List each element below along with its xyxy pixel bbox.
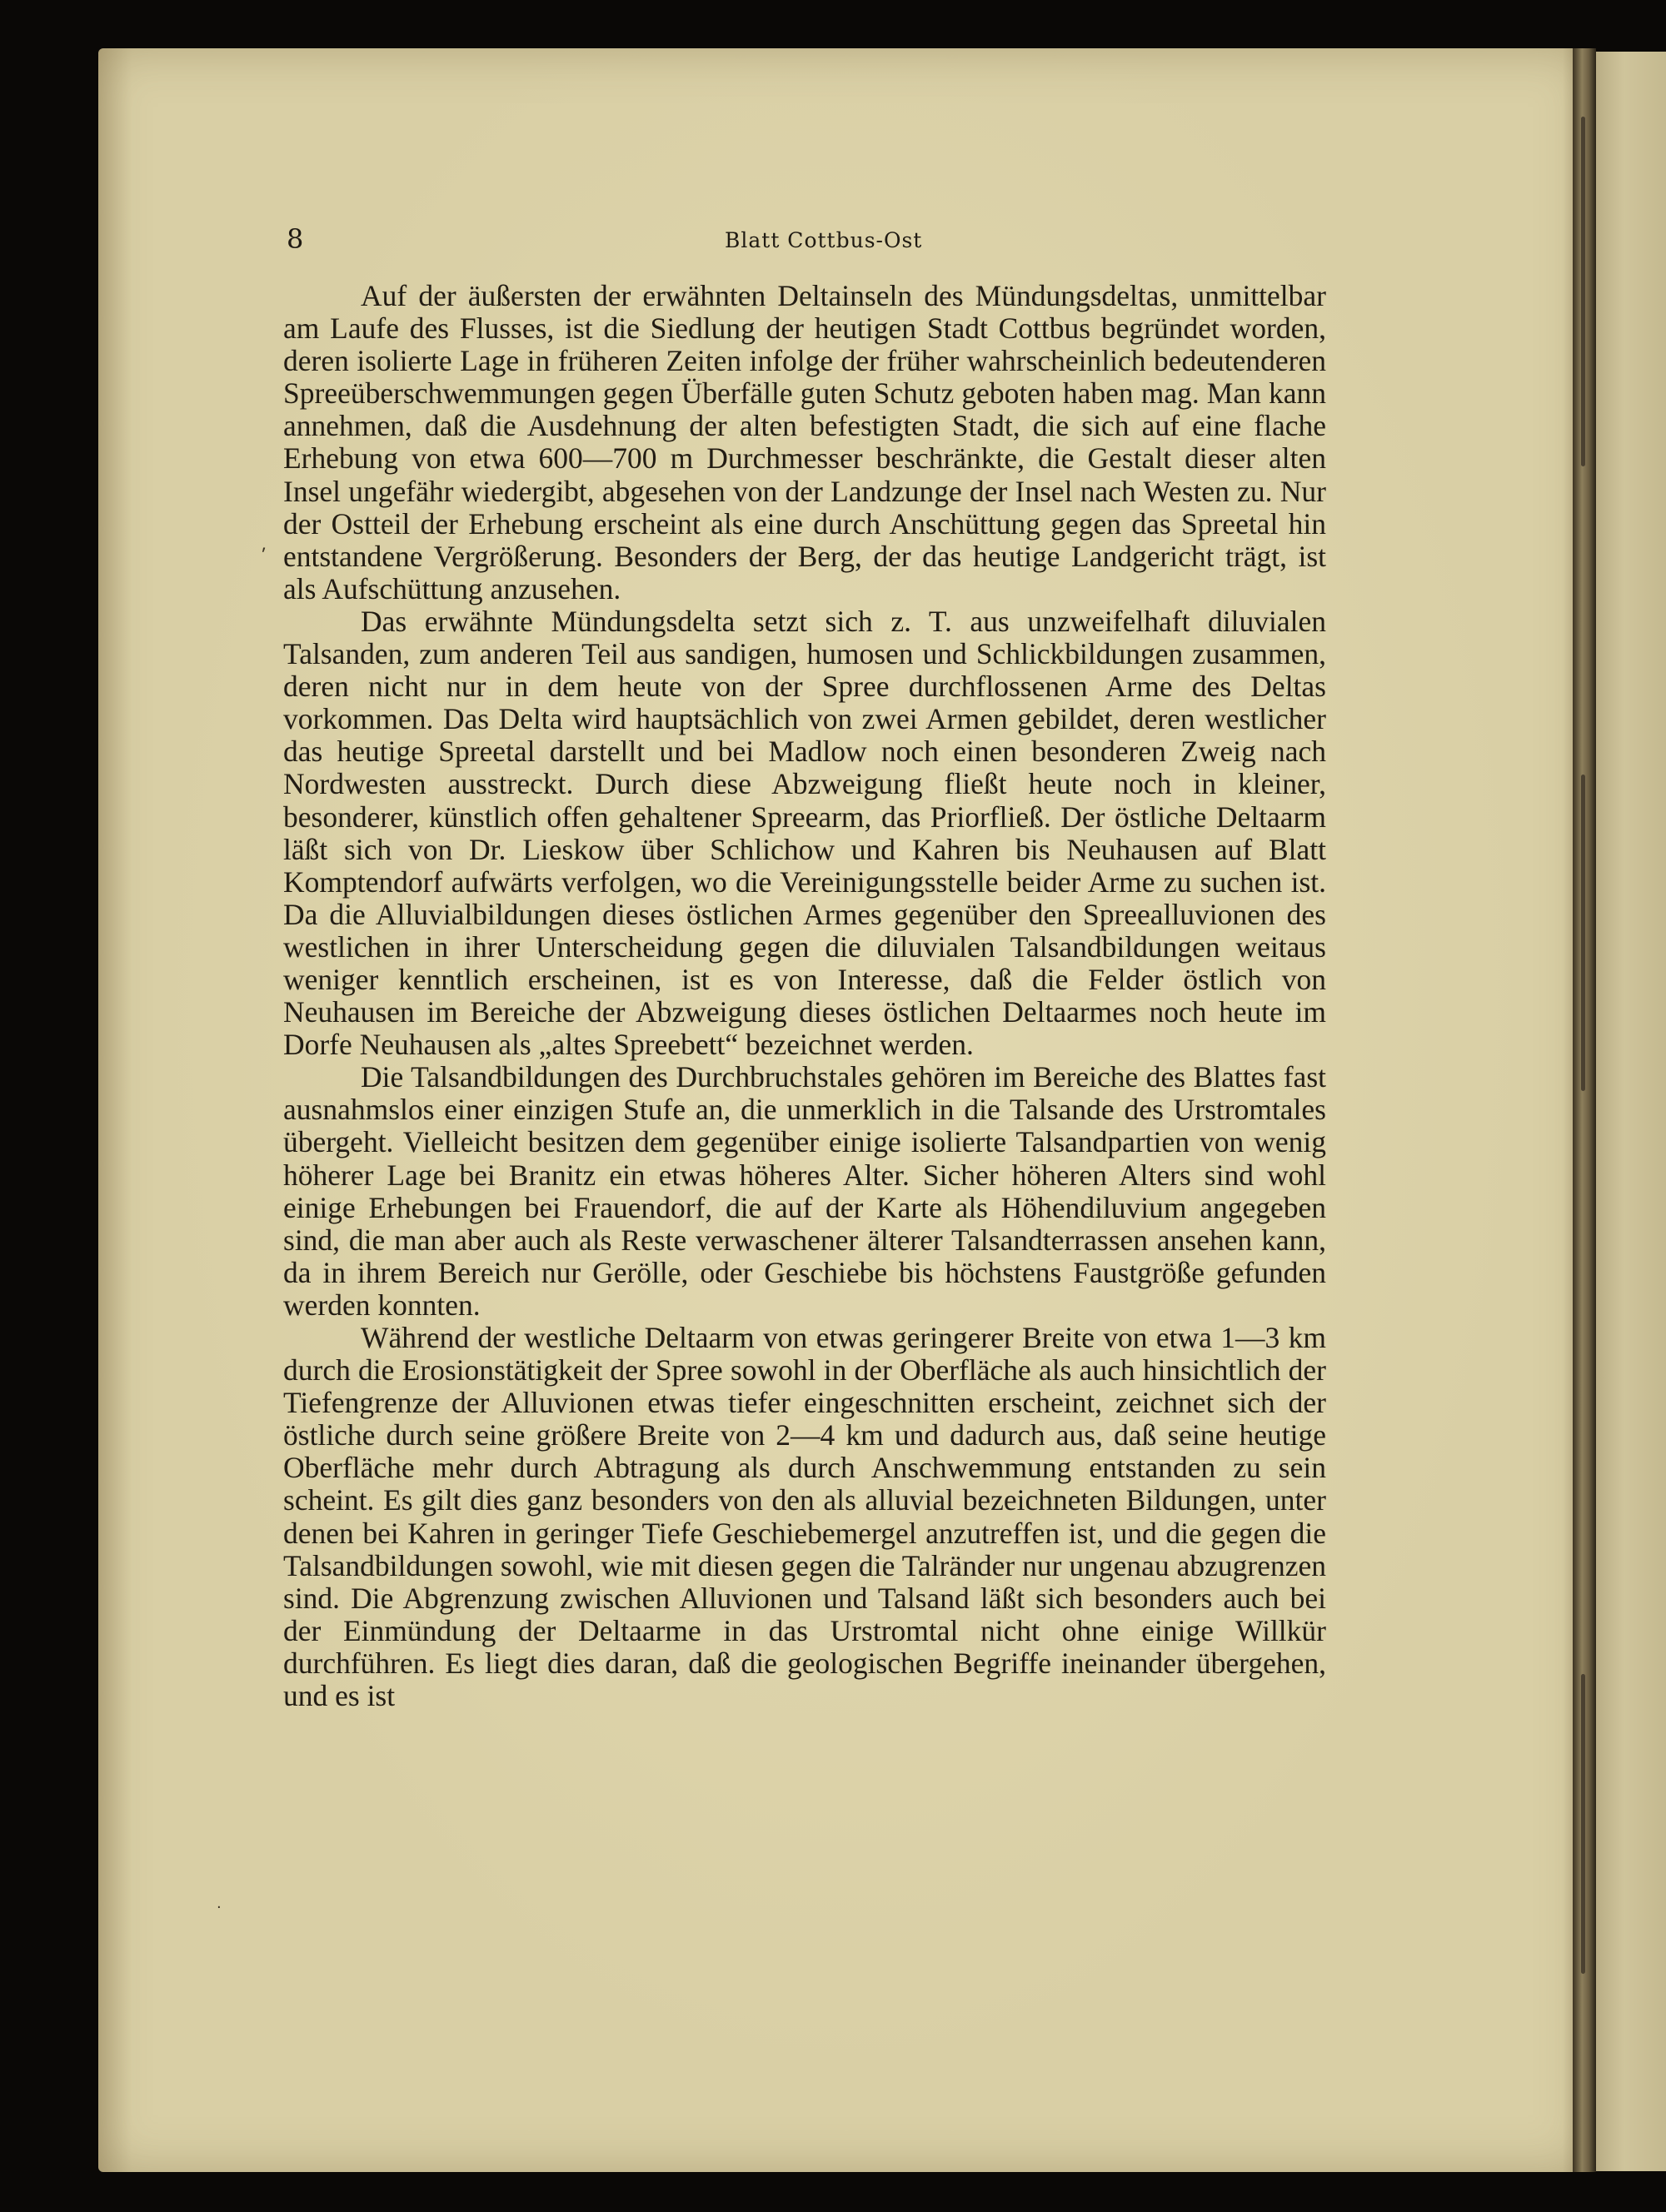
stray-mark: ⸴ bbox=[262, 536, 267, 557]
paragraph: Während der westliche Deltaarm von etwas geringerer Breite von etwa 1—3 km durch die Erosionstätigkeit der Spree sowohl in der Oberfläche als auch hinsichtlich der Tiefengrenze der Alluvionen etwas tiefer eingeschnitten erscheint, zeichnet sich der östliche durch seine größere Breite von 2—4 km und dadurch aus, daß seine heutige Oberfläche mehr durch Abtragung als durch Anschwemmung entstanden zu sein scheint. Es gilt dies ganz besonders von den als alluvial bezeichneten Bildungen, unter denen bei Kahren in geringer Tiefe Geschiebemergel anzutreffen ist, und die gegen die Talsandbildungen sowohl, wie mit diesen gegen die Talränder nur ungenau abzugrenzen sind. Die Abgrenzung zwischen Alluvionen und Talsand läßt sich besonders auch bei der Einmündung der Deltaarme in das Urstromtal nicht ohne einige Willkür durchführen. Es liegt dies daran, daß die geologischen Begriffe ineinander übergehen, und es ist bbox=[283, 1321, 1326, 1713]
body-text bbox=[283, 280, 1326, 1712]
binding-thread bbox=[1581, 1674, 1585, 1974]
facing-page-edge bbox=[1596, 52, 1666, 2171]
running-title: Blatt Cottbus-Ost bbox=[725, 228, 923, 252]
paragraph: Die Talsandbildungen des Durchbruchstales gehören im Bereiche des Blattes fast ausnahmslos einer einzigen Stufe an, die unmerklich in die Talsande des Urstromtales übergeht. Vielleicht besitzen dem gegenüber einige isolierte Talsandpartien von wenig höherer Lage bei Branitz ein etwas höheres Alter. Sicher höheren Alters sind wohl einige Erhebungen bei Frauendorf, die auf der Karte als Höhendiluvium angegeben sind, die man aber auch als Reste verwaschener älterer Talsandterrassen ansehen kann, da in ihrem Bereich nur Gerölle, oder Geschiebe bis höchstens Faustgröße gefunden werden konnten. bbox=[283, 1060, 1326, 1322]
binding-thread bbox=[1581, 117, 1585, 466]
binding-thread bbox=[1581, 775, 1585, 1091]
page-number: 8 bbox=[287, 223, 304, 255]
stray-mark: · bbox=[217, 1899, 222, 1916]
page-header bbox=[185, 223, 1334, 257]
paragraph: Auf der äußersten der erwähnten Deltainseln des Mündungsdeltas, unmittelbar am Laufe des Flusses, ist die Siedlung der heutigen Stadt Cottbus begründet worden, deren isolierte Lage in früheren Zeiten infolge der früher wahrscheinlich bedeutenderen Spreeüberschwemmungen gegen Überfälle guten Schutz geboten haben mag. Man kann annehmen, daß die Ausdehnung der alten befestigten Stadt, die sich auf eine flache Erhebung von etwa 600—700 m Durchmesser beschränkte, die Gestalt dieser alten Insel ungefähr wiedergibt, abgesehen von der Landzunge der Insel nach Westen zu. Nur der Ostteil der Erhebung erscheint als eine durch Anschüttung gegen das Spreetal hin entstandene Vergrößerung. Besonders der Berg, der das heutige Landgericht trägt, ist als Aufschüttung anzusehen. bbox=[283, 279, 1326, 605]
paragraph: Das erwähnte Mündungsdelta setzt sich z. T. aus unzweifelhaft diluvialen Talsanden, zum anderen Teil aus sandigen, humosen und Schlickbildungen zusammen, deren nicht nur in dem heute von der Spree durchflossenen Arme des Deltas vorkommen. Das Delta wird hauptsächlich von zwei Armen gebildet, deren westlicher das heutige Spreetal darstellt und bei Madlow noch einen besonderen Zweig nach Nordwesten ausstreckt. Durch diese Abzweigung fließt heute noch in kleiner, besonderer, künstlich offen gehaltener Spreearm, das Priorfließ. Der östliche Deltaarm läßt sich von Dr. Lieskow über Schlichow und Kahren bis Neuhausen auf Blatt Komptendorf aufwärts verfolgen, wo die Vereinigungsstelle beider Arme zu suchen ist. Da die Alluvialbildungen dieses östlichen Armes gegenüber den Spreealluvionen des westlichen in ihrer Unterscheidung gegen die diluvialen Talsandbildungen weitaus weniger kenntlich erscheinen, ist es von Interesse, daß die Felder östlich von Neuhausen im Bereiche der Abzweigung dieses östlichen Deltaarmes noch heute im Dorfe Neuhausen als „altes Spreebett“ bezeichnet werden. bbox=[283, 604, 1326, 1062]
